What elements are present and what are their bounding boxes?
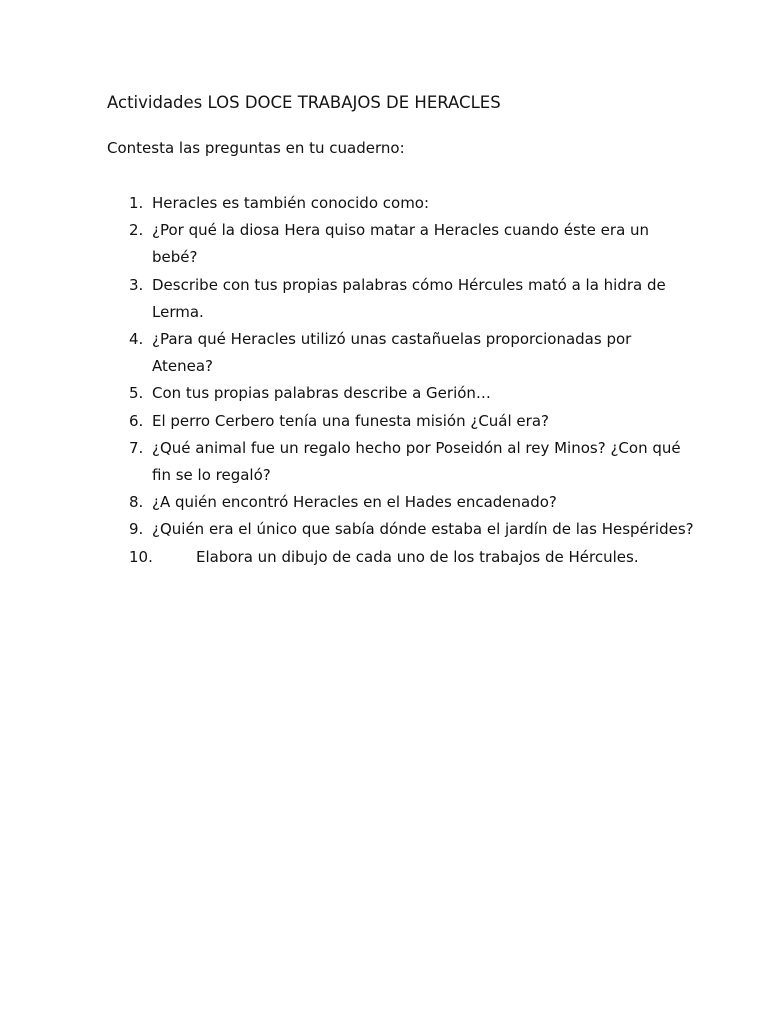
question-text: Describe con tus propias palabras cómo Hércules mató a la hidra de Lerma. bbox=[152, 275, 666, 321]
question-item-6 bbox=[107, 408, 707, 435]
question-number: 6. bbox=[129, 411, 144, 430]
document-title: Actividades LOS DOCE TRABAJOS DE HERACLES bbox=[107, 93, 501, 112]
question-item-9 bbox=[107, 516, 707, 543]
question-number: 9. bbox=[129, 520, 144, 539]
question-item-1 bbox=[107, 190, 707, 217]
question-number: 2. bbox=[129, 221, 144, 240]
question-number: 1. bbox=[129, 194, 144, 212]
question-text: ¿Por qué la diosa Hera quiso matar a Heracles cuando éste era un bebé? bbox=[152, 221, 650, 267]
question-item-8 bbox=[107, 489, 707, 516]
question-item-10 bbox=[107, 544, 707, 571]
question-text: El perro Cerbero tenía una funesta misión ¿Cuál era? bbox=[152, 411, 549, 430]
question-number: 4. bbox=[129, 330, 144, 349]
question-item-4 bbox=[107, 326, 707, 380]
question-number: 7. bbox=[129, 438, 144, 457]
question-number: 8. bbox=[129, 493, 144, 512]
question-item-5 bbox=[107, 380, 707, 407]
question-item-3 bbox=[107, 272, 707, 326]
question-text: ¿Qué animal fue un regalo hecho por Poseidón al rey Minos? ¿Con qué fin se lo regaló? bbox=[152, 438, 681, 485]
question-text: ¿A quién encontró Heracles en el Hades encadenado? bbox=[152, 493, 557, 512]
question-item-7 bbox=[107, 435, 707, 489]
question-text: ¿Quién era el único que sabía dónde estaba el jardín de las Hespérides? bbox=[152, 520, 694, 539]
question-number: 5. bbox=[129, 384, 144, 403]
question-text: Elabora un dibujo de cada uno de los trabajos de Hércules. bbox=[196, 547, 639, 566]
question-number: 10. bbox=[129, 547, 153, 566]
question-list bbox=[107, 190, 707, 571]
question-text: Con tus propias palabras describe a Gerión… bbox=[152, 384, 491, 403]
question-number: 3. bbox=[129, 275, 144, 294]
intro-text: Contesta las preguntas en tu cuaderno: bbox=[107, 139, 405, 157]
question-item-2 bbox=[107, 217, 707, 271]
question-text: ¿Para qué Heracles utilizó unas castañuelas proporcionadas por Atenea? bbox=[152, 330, 632, 376]
question-text: Heracles es también conocido como: bbox=[152, 194, 430, 212]
